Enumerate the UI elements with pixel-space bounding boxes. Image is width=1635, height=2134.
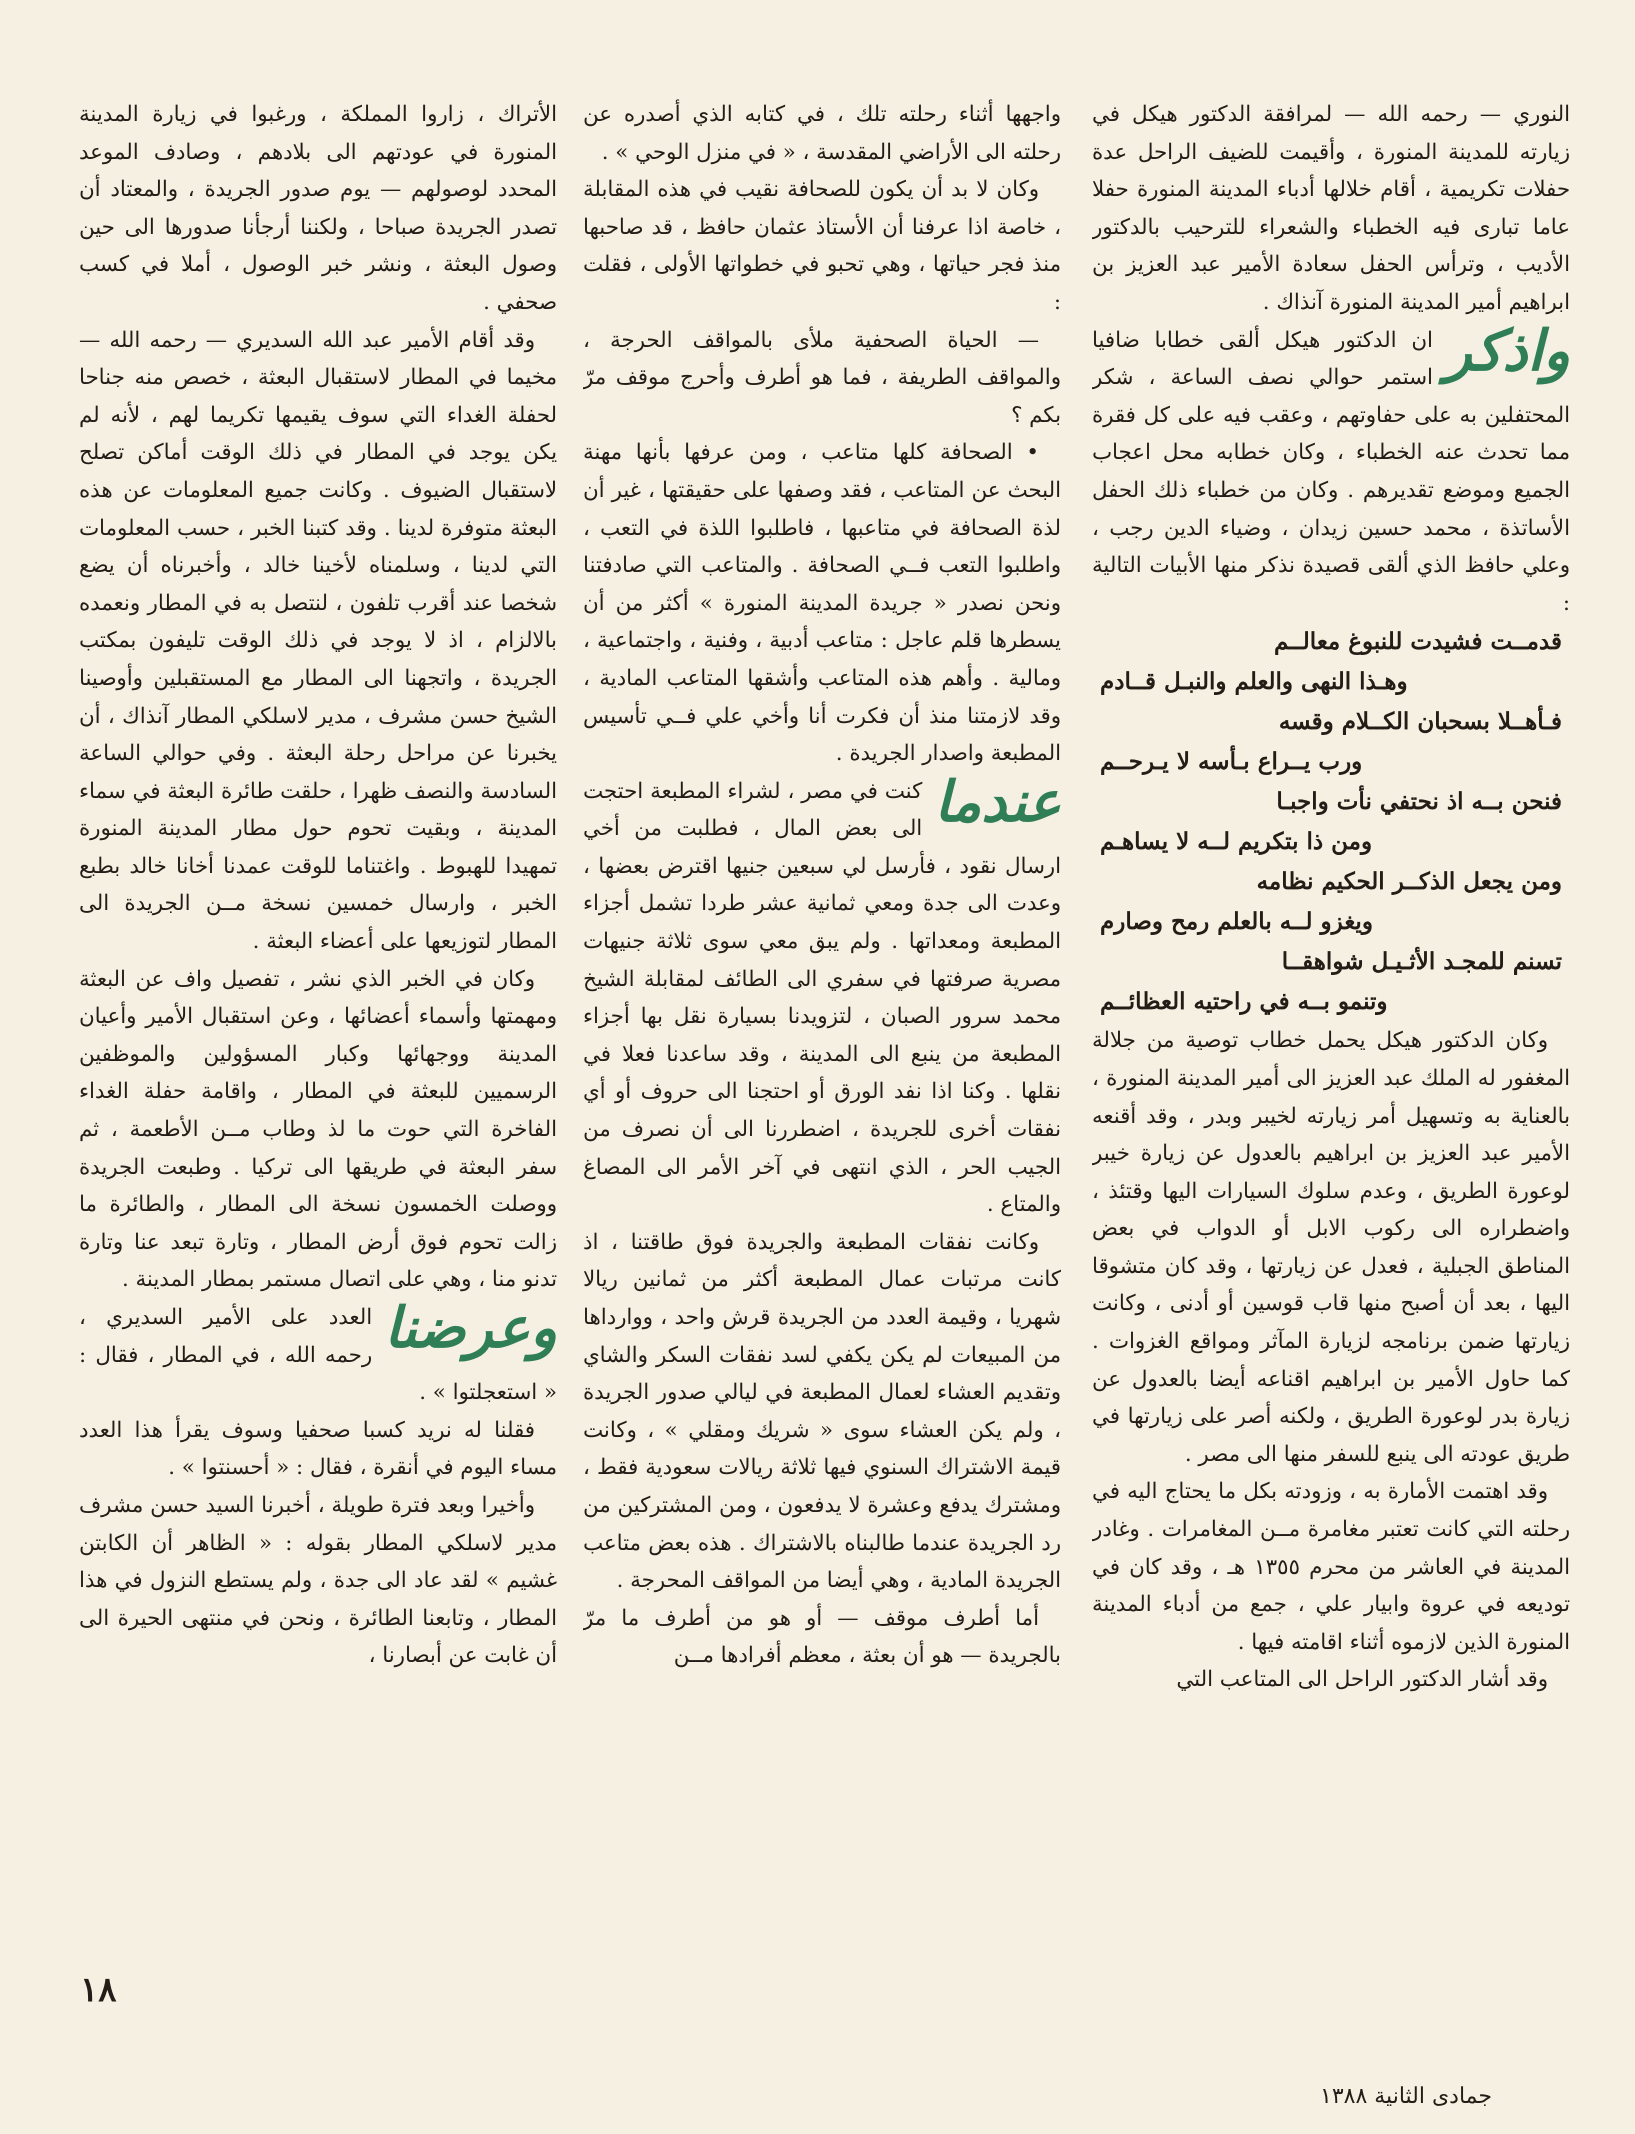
- paragraph-with-dropcap: [1092, 317, 1570, 623]
- paragraph: وكان في الخبر الذي نشر ، تفصيل واف عن البعثة ومهمتها وأسماء أعضائها ، وعن استقبال الأمير وأعيان المدينة ووجهائها وكبار المسؤولين والموظفين الرسميين للبعثة في المطار ، واقامة حفلة الغداء الفاخرة التي حوت ما لذ وطاب مــن الأطعمة ، ثم سفر البعثة في طريقها الى تركيا . وطبعت الجريدة ووصلت الخمسون نسخة الى المطار ، والطائرة ما زالت تحوم فوق أرض المطار ، وتارة تبعد عنا وتارة تدنو منا ، وهي على اتصال مستمر بمطار المدينة .: [79, 966, 557, 1293]
- question-paragraph: — الحياة الصحفية ملأى بالمواقف الحرجة ، والمواقف الطريفة ، فما هو أطرف وأحرج موقف مرّ بكم ؟: [583, 327, 1061, 428]
- verse-hemistich: ورب يــراع بـأسه لا يـرحــم: [1100, 748, 1363, 776]
- dropcap-heading: واذكر: [1444, 317, 1570, 384]
- verse-hemistich: فنحن بــه اذ نحتفي نأت واجبـا: [1276, 788, 1562, 816]
- paragraph-with-dropcap: [583, 768, 1061, 1224]
- verse-hemistich: ومن ذا بتكريم لــه لا يساهـم: [1100, 828, 1373, 856]
- paragraph: وكانت نفقات المطبعة والجريدة فوق طاقتنا ، اذ كانت مرتبات عمال المطبعة أكثر من ثمانين ريالا شهريا ، وقيمة العدد من الجريدة قرش واحد ، ووارداها من المبيعات لم يكن يكفي لسد نفقات السكر والشاي وتقديم العشاء لعمال المطبعة في ليالي صدور الجريدة ، ولم يكن العشاء سوى « شريك ومقلي » ، وكانت قيمة الاشتراك السنوي فيها ثلاثة ريالات سعودية فقط ، ومشترك يدفع وعشرة لا يدفعون ، ومن المشتركين من رد الجريدة عندما طالبناه بالاشتراك . هذه بعض متاعب الجريدة المادية ، وهي أيضا من المواقف المحرجة .: [583, 1229, 1061, 1594]
- paragraph: فقلنا له نريد كسبا صحفيا وسوف يقرأ هذا العدد مساء اليوم في أنقرة ، فقال : « أحسنتوا » .: [79, 1417, 557, 1481]
- paragraph-with-dropcap: [79, 1295, 557, 1412]
- paragraph: وقد أشار الدكتور الراحل الى المتاعب التي: [1176, 1667, 1548, 1693]
- paragraph-text: ان الدكتور هيكل ألقى خطابا ضافيا استمر حوالي نصف الساعة ، شكر المحتفلين به على حفاوتهم ، وعقب فيه على كل فقرة مما تحدث عنه الخطباء ، وكان خطابه محل اعجاب الجميع وموضع تقديرهم . وكان من خطباء ذلك الحفل الأساتذة ، محمد حسين زيدان ، وضياء الدين رجب ، وعلي حافظ الذي ألقى قصيدة نذكر منها الأبيات التالية :: [1092, 327, 1570, 616]
- answer-paragraph: • الصحافة كلها متاعب ، ومن عرفها بأنها مهنة البحث عن المتاعب ، فقد وصفها على حقيقتها ، غير أن لذة الصحافة في متاعبها ، فاطلبوا اللذة في التعب ، واطلبوا التعب فــي الصحافة . والمتاعب التي صادفتنا ونحن نصدر « جريدة المدينة المنورة » أكثر من أن يسطرها قلم عاجل : متاعب أدبية ، وفنية ، واجتماعية ، ومالية . وأهم هذه المتاعب وأشقها المتاعب المادية ، وقد لازمتنا منذ أن فكرت أنا وأخي علي فــي تأسيس المطبعة واصدار الجريدة .: [583, 440, 1061, 767]
- dropcap-heading: عندما: [934, 768, 1061, 835]
- verse-hemistich: وتنمو بــه في راحتيه العظائــم: [1100, 988, 1388, 1016]
- paragraph: الأتراك ، زاروا المملكة ، ورغبوا في زيارة المدينة المنورة في عودتهم الى بلادهم ، وصادف الموعد المحدد لوصولهم — يوم صدور الجريدة ، والمعتاد أن تصدر الجريدة صباحا ، ولكننا أرجأنا صدورها الى حين وصول البعثة ، ونشر خبر الوصول ، أملا في كسب صحفي .: [79, 102, 557, 315]
- verse-hemistich: وهـذا النهى والعلم والنبـل قــادم: [1100, 668, 1408, 696]
- page-number: ١٨: [80, 1970, 117, 2010]
- dropcap-heading: وعرضنا: [384, 1295, 557, 1361]
- paragraph: واجهها أثناء رحلته تلك ، في كتابه الذي أصدره عن رحلته الى الأراضي المقدسة ، « في منزل الوحي » .: [583, 102, 1061, 165]
- poem-verse: [1092, 782, 1570, 862]
- text-column-middle: [583, 96, 1061, 2036]
- verse-hemistich: ويغزو لــه بالعلم رمح وصارم: [1100, 908, 1373, 936]
- poem: [1092, 622, 1570, 1022]
- verse-hemistich: ومن يجعل الذكــر الحكيم نظامه: [1256, 868, 1562, 896]
- footer-issue-date: جمادى الثانية ١٣٨٨: [1320, 2084, 1493, 2109]
- verse-hemistich: تسنم للمجـد الأثـيـل شواهقــا: [1281, 948, 1562, 976]
- text-column-left: [79, 96, 557, 2036]
- paragraph: النوري — رحمه الله — لمرافقة الدكتور هيكل في زيارته للمدينة المنورة ، وأقيمت للضيف الراحل عدة حفلات تكريمية ، أقام خلالها أدباء المدينة المنورة حفلا عاما تبارى فيه الخطباء والشعراء للترحيب بالدكتور الأديب ، وترأس الحفل سعادة الأمير عبد العزيز بن ابراهيم أمير المدينة المنورة آنذاك .: [1092, 102, 1570, 315]
- paragraph: وقد أقام الأمير عبد الله السديري — رحمه الله — مخيما في المطار لاستقبال البعثة ، خصص منه جناحا لحفلة الغداء التي سوف يقيمها تكريما لهم ، لأنه لم يكن يوجد في المطار في ذلك الوقت أماكن تصلح لاستقبال الضيوف . وكانت جميع المعلومات عن هذه البعثة متوفرة لدينا . وقد كتبنا الخبر ، حسب المعلومات التي لدينا ، وسلمناه لأخينا خالد ، وأخبرناه أن يضع شخصا عند أقرب تلفون ، لنتصل به في المطار ونعمده بالالزام ، اذ لا يوجد في ذلك الوقت تليفون بمكتب الجريدة ، واتجهنا الى المطار مع المستقبلين وأوصينا الشيخ حسن مشرف ، مدير لاسلكي المطار آنذاك ، أن يخبرنا عن مراحل رحلة البعثة . وفي حوالي الساعة السادسة والنصف ظهرا ، حلقت طائرة البعثة في سماء المدينة ، وبقيت تحوم حول مطار المدينة المنورة تمهيدا للهبوط . واغتناما للوقت عمدنا أخانا خالد بطبع الخبر ، وارسال خمسين نسخة مــن الجريدة الى المطار لتوزيعها على أعضاء البعثة .: [79, 327, 557, 955]
- paragraph: وأخيرا وبعد فترة طويلة ، أخبرنا السيد حسن مشرف مدير لاسلكي المطار بقوله : « الظاهر أن الكابتن غشيم » لقد عاد الى جدة ، ولم يستطع النزول في هذا المطار ، وتابعنا الطائرة ، ونحن في منتهى الحيرة الى أن غابت عن أبصارنا ،: [79, 1492, 557, 1669]
- verse-hemistich: فـأهــلا بسحبان الكــلام وقسه: [1278, 708, 1562, 736]
- poem-verse: [1092, 862, 1570, 942]
- verse-hemistich: قدمــت فشيدت للنبوغ معالــم: [1274, 628, 1562, 656]
- paragraph: وكان الدكتور هيكل يحمل خطاب توصية من جلالة المغفور له الملك عبد العزيز الى أمير المدينة المنورة ، بالعناية به وتسهيل أمر زيارته لخيبر وبدر ، وقد أقنعه الأمير عبد العزيز بن ابراهيم بالعدول عن زيارة خيبر لوعورة الطريق ، وعدم سلوك السيارات اليها وقتئذ ، واضطراره الى ركوب الابل أو الدواب في بعض المناطق الجبلية ، فعدل عن زيارتها ، وقد كان متشوقا اليها ، بعد أن أصبح منها قاب قوسين أو أدنى ، وكانت زيارتها ضمن برنامجه لزيارة المآثر ومواقع الغزوات . كما حاول الأمير بن ابراهيم اقناعه أيضا بالعدول عن زيارة بدر لوعورة الطريق ، ولكنه أصر على زيارتها في طريق عودته الى ينبع للسفر منها الى مصر .: [1092, 1028, 1570, 1467]
- poem-verse: [1092, 942, 1570, 1022]
- paragraph-text: كنت في مصر ، لشراء المطبعة احتجت الى بعض المال ، فطلبت من أخي ارسال نقود ، فأرسل لي سبعين جنيها اقترض بعضها ، وعدت الى جدة ومعي ثمانية عشر طردا تشمل أجزاء المطبعة ومعداتها . ولم يبق معي سوى ثلاثة جنيهات مصرية صرفتها في سفري الى الطائف لمقابلة الشيخ محمد سرور الصبان ، لتزويدنا بسيارة نقل بها أجزاء المطبعة من ينبع الى المدينة ، وقد ساعدنا فعلا في نقلها . وكنا اذا نفد الورق أو احتجنا الى حروف أو أي نفقات أخرى للجريدة ، اضطررنا الى أن نصرف من الجيب الحر ، الذي انتهى في آخر الأمر الى المصاغ والمتاع .: [583, 778, 1061, 1218]
- poem-verse: [1092, 702, 1570, 782]
- poem-verse: [1092, 622, 1570, 702]
- paragraph-text: العدد على الأمير السديري ، رحمه الله ، في المطار ، فقال : « استعجلتوا » .: [79, 1305, 557, 1406]
- paragraph: وقد اهتمت الأمارة به ، وزودته بكل ما يحتاج اليه في رحلته التي كانت تعتبر مغامرة مــن المغامرات . وغادر المدينة في العاشر من محرم ١٣٥٥ هـ ، وقد كان في توديعه في عروة وابيار علي ، جمع من أدباء المدينة المنورة الذين لازموه أثناء اقامته فيها .: [1092, 1479, 1570, 1655]
- paragraph: أما أطرف موقف — أو هو من أطرف ما مرّ بالجريدة — هو أن بعثة ، معظم أفرادها مــن: [583, 1605, 1061, 1669]
- paragraph: وكان لا بد أن يكون للصحافة نقيب في هذه المقابلة ، خاصة اذا عرفنا أن الأستاذ عثمان حافظ ، قد صاحبها منذ فجر حياتها ، وهي تحبو في خطواتها الأولى ، فقلت :: [583, 177, 1061, 315]
- text-column-right: [1092, 96, 1570, 2036]
